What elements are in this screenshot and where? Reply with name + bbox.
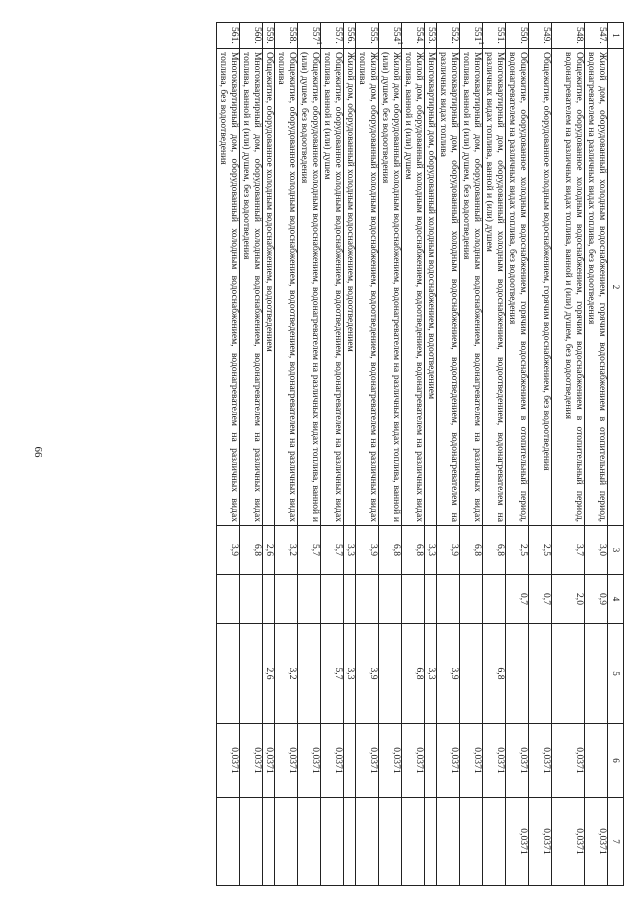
value-cell-col5	[298, 624, 321, 724]
value-cell-col5	[552, 624, 585, 724]
value-cell-col6: 0,0371	[483, 724, 506, 798]
row-number-cell	[437, 23, 460, 49]
value-cell-col3: 6,8	[402, 526, 425, 575]
value-cell-col7: 0,0371	[529, 798, 552, 886]
value-cell-col3: 5,7	[298, 526, 321, 575]
value-cell-col6	[344, 724, 356, 798]
rotated-page-content	[108, 22, 624, 885]
value-cell-col4	[263, 575, 275, 624]
value-cell-col5: 3,3	[344, 624, 356, 724]
value-cell-col5	[217, 624, 240, 724]
value-cell-col4	[425, 575, 437, 624]
value-cell-col6: 0,0371	[263, 724, 275, 798]
value-cell-col5: 3,9	[356, 624, 379, 724]
value-cell-col5: 3,2	[275, 624, 298, 724]
table-header-row	[608, 23, 624, 886]
value-cell-col7	[263, 798, 275, 886]
value-cell-col4	[460, 575, 483, 624]
row-number-cell	[275, 23, 298, 49]
table-row	[425, 23, 437, 886]
description-cell: Общежитие, оборудованное холодным водоснабжением, водоотведением, водонагревателем на различных видах топлива	[275, 49, 298, 526]
page-number: 66	[32, 446, 44, 458]
description-cell: Жилой дом, оборудованный холодным водоснабжением, водонагревателем на различных видах топлива, ванной и (или) душем, без водоотведения	[379, 49, 402, 526]
value-cell-col5: 6,8	[483, 624, 506, 724]
row-number-cell	[298, 23, 324, 49]
value-cell-col5	[379, 624, 402, 724]
value-cell-col7	[240, 798, 263, 886]
value-cell-col6: 0,0371	[217, 724, 240, 798]
row-number-cell	[483, 23, 506, 49]
table-row	[263, 23, 275, 886]
row-number-text: 561.	[229, 27, 240, 44]
value-cell-col6: 0,0371	[529, 724, 552, 798]
value-cell-col5: 3,3	[425, 624, 437, 724]
header-cell-3: 3	[608, 526, 624, 575]
description-cell: Жилой дом, оборудованный холодным водоснабжением, водоотведением, водонагревателем на различных видах топлива	[356, 49, 379, 526]
value-cell-col7: 0,0371	[506, 798, 529, 886]
value-cell-col7	[344, 798, 356, 886]
value-cell-col4	[356, 575, 379, 624]
table-row	[402, 23, 425, 886]
value-cell-col3: 6,8	[240, 526, 263, 575]
value-cell-col7	[217, 798, 240, 886]
table-row	[356, 23, 379, 886]
description-cell: Жилой дом, оборудованный холодным водоснабжением, водоотведением, водонагревателем на различных видах топлива, ванной и (или) душем	[402, 49, 425, 526]
value-cell-col3: 3,9	[437, 526, 460, 575]
row-number-text: 548.	[574, 27, 585, 44]
table-row	[240, 23, 263, 886]
description-cell: Многоквартирный дом, оборудованный холодным водоснабжением, водоотведением, водонагревателем на различных видах топлива, ванной и (или) душем	[483, 49, 506, 526]
value-cell-col6: 0,0371	[552, 724, 585, 798]
value-cell-col4	[217, 575, 240, 624]
row-number-cell	[425, 23, 437, 49]
row-number-cell	[379, 23, 405, 49]
value-cell-col4	[344, 575, 356, 624]
table-row	[585, 23, 608, 886]
value-cell-col3: 5,7	[321, 526, 344, 575]
value-cell-col3: 6,8	[483, 526, 506, 575]
row-number-text: 552.	[449, 27, 460, 44]
value-cell-col4: 2,0	[552, 575, 585, 624]
row-number-text: 550.	[518, 27, 529, 44]
value-cell-col4	[275, 575, 298, 624]
value-cell-col5	[240, 624, 263, 724]
value-cell-col7	[356, 798, 379, 886]
table-row	[275, 23, 298, 886]
table-row	[460, 23, 483, 886]
value-cell-col6: 0,0371	[402, 724, 425, 798]
value-cell-col5: 3,9	[437, 624, 460, 724]
value-cell-col7	[379, 798, 402, 886]
value-cell-col3: 3,3	[344, 526, 356, 575]
value-cell-col7	[483, 798, 506, 886]
row-number-text: 551.	[495, 27, 506, 44]
value-cell-col6: 0,0371	[437, 724, 460, 798]
description-cell: Жилой дом, оборудованный холодным водоснабжением, горячим водоснабжением в отопительный период, водонагревателем на различных видах топлива, без водоотведения	[585, 49, 608, 526]
row-number-superscript: 1	[477, 41, 486, 45]
value-cell-col7	[298, 798, 321, 886]
table-row	[379, 23, 402, 886]
value-cell-col3: 2,5	[529, 526, 552, 575]
table-row	[298, 23, 321, 886]
value-cell-col5	[460, 624, 483, 724]
description-cell: Общежитие, оборудованное холодным водоснабжением, горячим водоснабжением в отопительный период, водонагревателем на различных видах топлива, без водоотведения	[506, 49, 529, 526]
description-cell: Многоквартирный дом, оборудованный холодным водоснабжением, водоотведением, водонагревателем на различных видах топлива	[437, 49, 460, 526]
header-cell-7: 7	[608, 798, 624, 886]
row-number-cell	[321, 23, 344, 49]
value-cell-col4: 0,7	[506, 575, 529, 624]
row-number-text: 547.	[597, 27, 608, 44]
value-cell-col7	[460, 798, 483, 886]
value-cell-col6	[425, 724, 437, 798]
description-cell: Общежитие, оборудованное холодным водоснабжением, водоотведением	[263, 49, 275, 526]
value-cell-col5: 6,8	[402, 624, 425, 724]
value-cell-col4	[240, 575, 263, 624]
row-number-cell	[506, 23, 529, 49]
value-cell-col7	[425, 798, 437, 886]
table-row	[529, 23, 552, 886]
value-cell-col7: 0,0371	[552, 798, 585, 886]
row-number-text: 549.	[541, 27, 552, 44]
header-cell-2: 2	[608, 49, 624, 526]
description-cell: Многоквартирный дом, оборудованный холодным водоснабжением, водонагревателем на различных видах топлива, без водоотведения	[217, 49, 240, 526]
row-number-text: 557	[310, 27, 321, 42]
row-number-text: 559.	[264, 27, 275, 44]
row-number-text: 555.	[368, 27, 379, 44]
description-cell: Жилой дом, оборудованный холодным водоснабжением, водоотведением	[344, 49, 356, 526]
description-cell: Многоквартирный дом, оборудованный холодным водоснабжением, водонагревателем на различных видах топлива, ванной и (или) душем, без водоотведения	[240, 49, 263, 526]
value-cell-col6: 0,0371	[506, 724, 529, 798]
value-cell-col5: 2,6	[263, 624, 275, 724]
row-number-cell	[263, 23, 275, 49]
value-cell-col3: 3,7	[552, 526, 585, 575]
value-cell-col6: 0,0371	[460, 724, 483, 798]
row-number-cell	[344, 23, 356, 49]
value-cell-col4	[379, 575, 402, 624]
value-cell-col3: 2,5	[506, 526, 529, 575]
value-cell-col4	[298, 575, 321, 624]
value-cell-col6: 0,0371	[275, 724, 298, 798]
value-cell-col7	[275, 798, 298, 886]
value-cell-col6	[585, 724, 608, 798]
description-cell: Общежитие, оборудованное холодным водоснабжением, водонагревателем на различных видах топлива, ванной и (или) душем, без водоотведения	[298, 49, 321, 526]
header-cell-4: 4	[608, 575, 624, 624]
row-number-superscript: 1	[396, 41, 405, 45]
norms-table	[216, 22, 624, 886]
row-number-cell	[217, 23, 240, 49]
value-cell-col3: 3,2	[275, 526, 298, 575]
table-row	[321, 23, 344, 886]
value-cell-col6: 0,0371	[321, 724, 344, 798]
description-cell: Общежитие, оборудованное холодным водоснабжением, водоотведением, водонагревателем на различных видах топлива, ванной и (или) душем	[321, 49, 344, 526]
value-cell-col7: 0,0371	[585, 798, 608, 886]
value-cell-col6: 0,0371	[240, 724, 263, 798]
value-cell-col5	[585, 624, 608, 724]
row-number-cell	[402, 23, 425, 49]
row-number-text: 554.	[414, 27, 425, 44]
description-cell: Общежитие, оборудованное холодным водоснабжением, горячим водоснабжением в отопительный период, водонагревателем на различных видах топлива, ванной и (или) душем, без водоотведения	[552, 49, 585, 526]
value-cell-col3: 6,8	[379, 526, 402, 575]
table-row	[437, 23, 460, 886]
value-cell-col4: 0,9	[585, 575, 608, 624]
table-row	[483, 23, 506, 886]
value-cell-col3: 3,0	[585, 526, 608, 575]
table-row	[552, 23, 585, 886]
row-number-cell	[529, 23, 552, 49]
header-cell-6: 6	[608, 724, 624, 798]
value-cell-col3: 3,3	[425, 526, 437, 575]
row-number-text: 551	[472, 27, 483, 42]
value-cell-col5	[506, 624, 529, 724]
row-number-cell	[552, 23, 585, 49]
row-number-text: 557.	[333, 27, 344, 44]
description-cell: Многоквартирный дом, оборудованный холодным водоснабжением, водоотведением	[425, 49, 437, 526]
row-number-text: 553.	[426, 27, 437, 44]
value-cell-col6: 0,0371	[298, 724, 321, 798]
table-body	[217, 23, 624, 886]
value-cell-col5: 5,7	[321, 624, 344, 724]
value-cell-col3: 6,8	[460, 526, 483, 575]
value-cell-col7	[437, 798, 460, 886]
description-cell: Многоквартирный дом, оборудованный холодным водоснабжением, водонагревателем на различных видах топлива, ванной и (или) душем, без водоотведения	[460, 49, 483, 526]
header-cell-1: 1	[608, 23, 624, 49]
table-row	[344, 23, 356, 886]
row-number-cell	[240, 23, 263, 49]
row-number-text: 554	[391, 27, 402, 42]
value-cell-col7	[402, 798, 425, 886]
row-number-text: 558.	[287, 27, 298, 44]
value-cell-col4: 0,7	[529, 575, 552, 624]
header-cell-5: 5	[608, 624, 624, 724]
row-number-cell	[356, 23, 379, 49]
table-row	[217, 23, 240, 886]
value-cell-col3: 3,9	[217, 526, 240, 575]
value-cell-col4	[402, 575, 425, 624]
value-cell-col4	[321, 575, 344, 624]
row-number-text: 560.	[252, 27, 263, 44]
value-cell-col4	[483, 575, 506, 624]
table-row	[506, 23, 529, 886]
value-cell-col3: 2,6	[263, 526, 275, 575]
row-number-superscript: 1	[315, 41, 324, 45]
value-cell-col3: 3,9	[356, 526, 379, 575]
value-cell-col7	[321, 798, 344, 886]
value-cell-col6: 0,0371	[356, 724, 379, 798]
value-cell-col4	[437, 575, 460, 624]
value-cell-col6: 0,0371	[379, 724, 402, 798]
description-cell: Общежитие, оборудованное холодным водоснабжением, горячим водоснабжением, без водоотведения	[529, 49, 552, 526]
row-number-cell	[460, 23, 486, 49]
row-number-text: 556.	[345, 27, 356, 44]
value-cell-col5	[529, 624, 552, 724]
row-number-cell	[585, 23, 608, 49]
